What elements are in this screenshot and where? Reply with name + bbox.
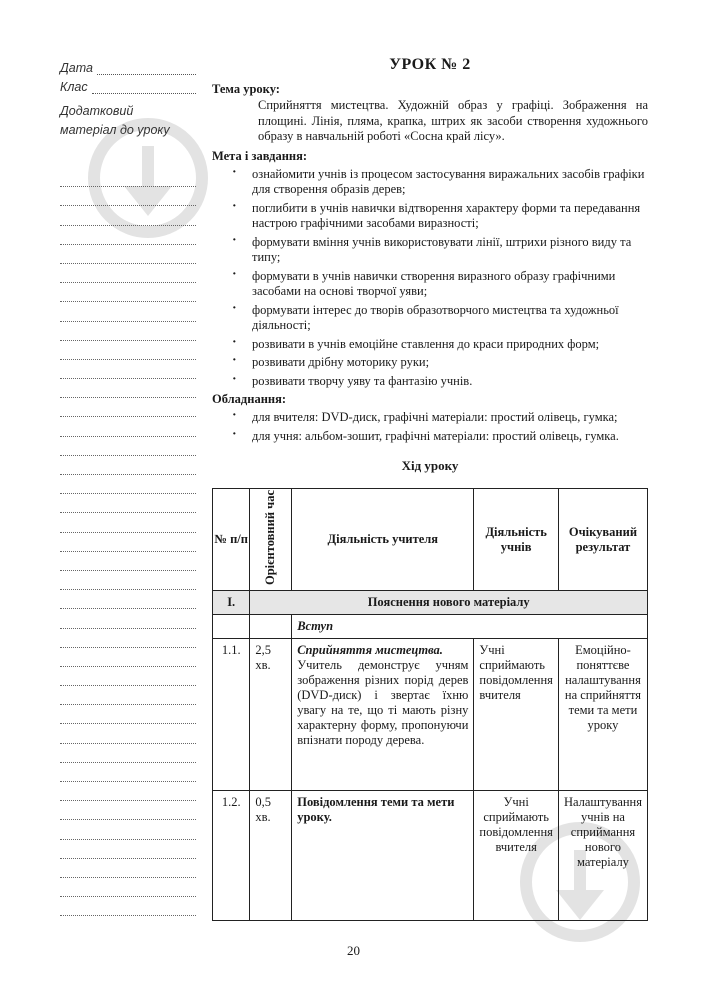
row-time: 0,5 хв.: [250, 791, 292, 921]
margin-note-line: [60, 705, 196, 724]
margin-note-line: [60, 571, 196, 590]
row-num: 1.2.: [213, 791, 250, 921]
extra-label-line-1: Додатковий: [60, 104, 134, 118]
row-teacher-text: Учитель демонструє учням зображення різних порід дерев (DVD-диск) і звертає їхню увагу на те, що ті мають різну характерну форму, пропонуючи впізнати породу дерева.: [297, 658, 469, 747]
margin-column: [60, 56, 196, 140]
margin-note-line: [60, 417, 196, 436]
subsection-title: Вступ: [292, 615, 648, 639]
goal-item: · розвивати в учнів емоційне ставлення до краси природних форм;: [252, 337, 648, 353]
goal-item: · ознайомити учнів із процесом застосування виражальних засобів графіки для створення образів дерев;: [252, 167, 648, 198]
margin-note-line: [60, 322, 196, 341]
table-header-row: [213, 489, 648, 591]
lesson-table: [212, 488, 648, 921]
margin-note-line: [60, 667, 196, 686]
goal-item: · формувати в учнів навички створення виразного образу графічними засобами на основі творчої уяви;: [252, 269, 648, 300]
margin-note-line: [60, 820, 196, 839]
row-teacher-title: Сприйняття мистецтва.: [297, 643, 443, 657]
table-row: [213, 791, 648, 921]
margin-note-line: [60, 801, 196, 820]
table-row: [213, 639, 648, 791]
header-time-label: Орієнтовний час: [263, 490, 278, 585]
margin-note-line: [60, 283, 196, 302]
extra-label-line-2: матеріал до уроку: [60, 123, 170, 137]
goal-item: · розвивати дрібну моторику руки;: [252, 355, 648, 371]
margin-note-line: [60, 648, 196, 667]
topic-heading: Тема уроку:: [212, 82, 280, 96]
margin-note-line: [60, 782, 196, 801]
margin-note-line: [60, 437, 196, 456]
subsection-row: [213, 615, 648, 639]
date-line: [97, 63, 196, 75]
margin-note-line: [60, 475, 196, 494]
margin-note-line: [60, 245, 196, 264]
margin-note-line: [60, 840, 196, 859]
margin-note-line: [60, 456, 196, 475]
margin-note-line: [60, 744, 196, 763]
date-field: [60, 56, 196, 75]
header-num: № п/п: [213, 489, 250, 591]
row-result: Налаштування учнів на сприймання нового матеріалу: [558, 791, 647, 921]
extra-material-label: [60, 102, 196, 140]
margin-note-line: [60, 897, 196, 916]
goals-heading: Мета і завдання:: [212, 148, 308, 163]
margin-note-line: [60, 859, 196, 878]
margin-note-line: [60, 494, 196, 513]
row-students: Учні сприймають повідомлення вчителя: [474, 639, 559, 791]
margin-note-line: [60, 552, 196, 571]
row-time: 2,5 хв.: [250, 639, 292, 791]
margin-note-line: [60, 264, 196, 283]
goal-item: · формувати інтерес до творів образотворчого мистецтва та художньої діяльності;: [252, 303, 648, 334]
margin-note-line: [60, 360, 196, 379]
margin-note-line: [60, 341, 196, 360]
course-heading: Хід уроку: [401, 458, 459, 473]
margin-note-line: [60, 878, 196, 897]
margin-note-line: [60, 206, 196, 225]
equipment-heading: Обладнання:: [212, 392, 287, 406]
margin-note-line: [60, 629, 196, 648]
row-result: Емоційно-поняттєве налаштування на сприйняття теми та мети уроку: [558, 639, 647, 791]
class-field: [60, 75, 196, 94]
margin-note-line: [60, 187, 196, 206]
margin-note-line: [60, 379, 196, 398]
margin-note-line: [60, 724, 196, 743]
margin-note-line: [60, 763, 196, 782]
margin-note-line: [60, 609, 196, 628]
equipment-item: · для вчителя: DVD-диск, графічні матеріали: простий олівець, гумка;: [252, 410, 648, 426]
equipment-list: [212, 410, 648, 444]
margin-note-line: [60, 168, 196, 187]
row-num: 1.1.: [213, 639, 250, 791]
date-label: Дата: [60, 61, 93, 75]
goal-item: · розвивати творчу уяву та фантазію учнів.: [252, 374, 648, 390]
header-result: Очікуваний результат: [558, 489, 647, 591]
header-students: Діяльність учнів: [474, 489, 559, 591]
class-label: Клас: [60, 80, 88, 94]
row-teacher: [292, 639, 474, 791]
goal-item: · формувати вміння учнів використовувати лінії, штрихи різного виду та типу;: [252, 235, 648, 266]
section-title: Пояснення нового матеріалу: [250, 591, 648, 615]
margin-note-line: [60, 398, 196, 417]
margin-note-line: [60, 513, 196, 532]
margin-note-lines: [60, 168, 196, 916]
margin-note-line: [60, 302, 196, 321]
header-time: [250, 489, 292, 591]
main-content: [212, 56, 648, 921]
row-teacher: [292, 791, 474, 921]
row-students: Учні сприймають повідомлення вчителя: [474, 791, 559, 921]
lesson-title: УРОК № 2: [389, 56, 471, 73]
header-teacher: Діяльність учителя: [292, 489, 474, 591]
margin-note-line: [60, 686, 196, 705]
margin-note-line: [60, 590, 196, 609]
goal-item: · поглибити в учнів навички відтворення характеру форми та передавання настрою графічними засобами виразності;: [252, 201, 648, 232]
section-row: [213, 591, 648, 615]
margin-note-line: [60, 226, 196, 245]
row-teacher-title: Повідомлення теми та мети уроку.: [297, 795, 455, 824]
topic-text: Сприйняття мистецтва. Художній образ у графіці. Зображення на площині. Лінія, пляма, крапка, штрих як засоби створення художнього образу в навчальній роботі «Сосна край лісу».: [258, 98, 648, 143]
section-num: I.: [213, 591, 250, 615]
page-number: 20: [347, 943, 360, 958]
class-line: [92, 82, 196, 94]
margin-note-line: [60, 533, 196, 552]
goals-list: [212, 167, 648, 390]
equipment-item: · для учня: альбом-зошит, графічні матеріали: простий олівець, гумка.: [252, 429, 648, 445]
